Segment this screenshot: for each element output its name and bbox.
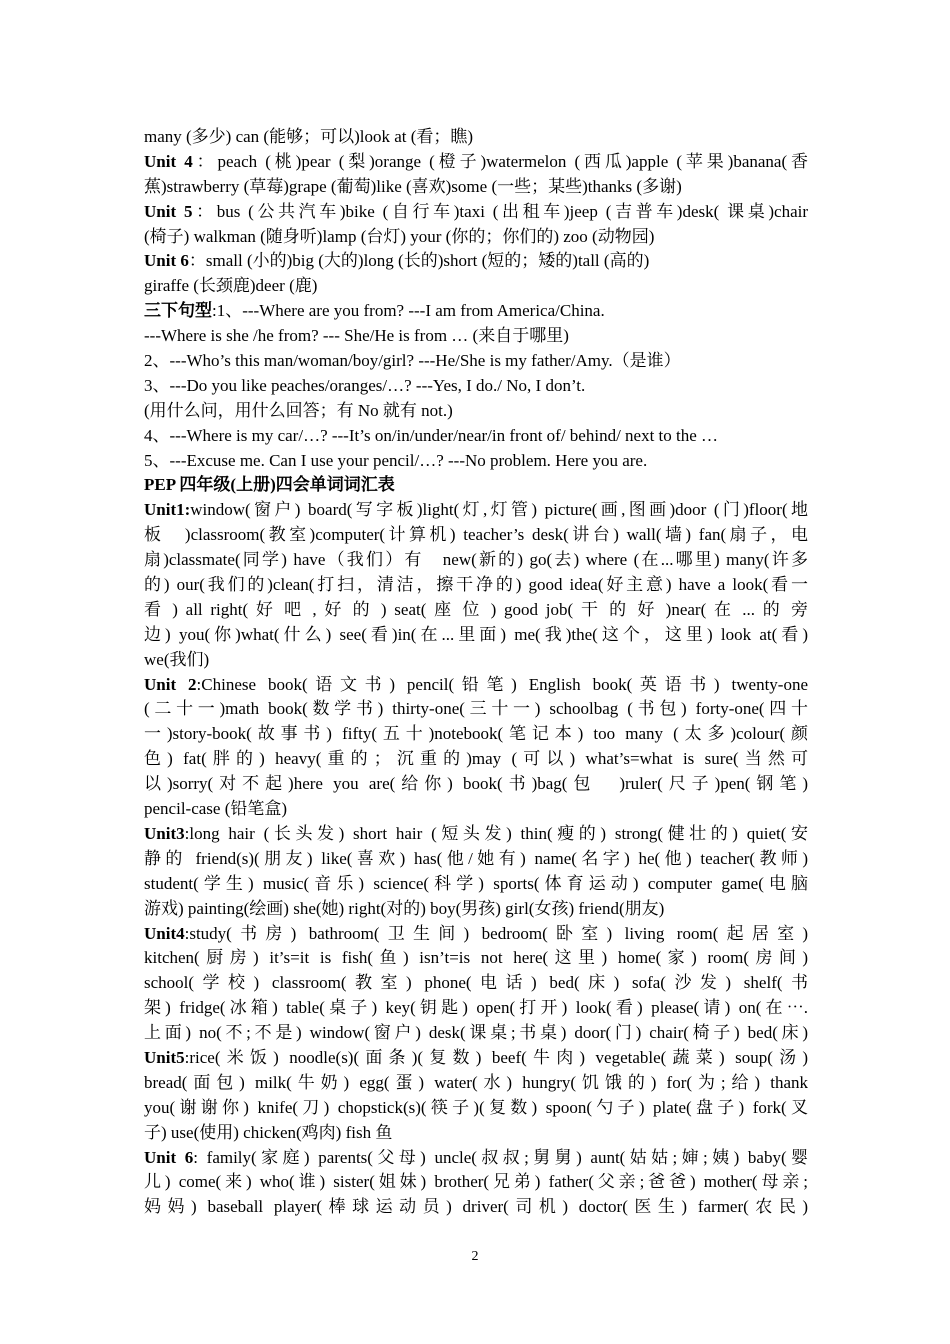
text-line: [144, 822, 808, 847]
line-text: (二十一)math book(数学书) thirty-one(三十一) schoolbag (书包) forty-one(四十: [144, 699, 808, 719]
text-line: [144, 1170, 808, 1195]
text-line: [144, 125, 808, 150]
text-line: [144, 274, 808, 299]
line-text: :Chinese book(语文书) pencil(铅笔) English book(英语书) twenty-one: [196, 674, 808, 694]
text-line: [144, 424, 808, 449]
text-line: [144, 946, 808, 971]
line-text: you(谢谢你) knife(刀) chopstick(s)(筷子)(复数) spoon(勺子) plate(盘子) fork(叉: [144, 1097, 808, 1117]
line-heading: Unit 4: [144, 151, 193, 171]
text-line: [144, 349, 808, 374]
text-line: [144, 225, 808, 250]
line-text: ：bus (公共汽车)bike (自行车)taxi (出租车)jeep (吉普车)desk( 课桌)chair: [192, 201, 808, 221]
line-text: 一)story-book(故事书) fifty(五十)notebook(笔记本) too many (太多)colour(颜: [144, 724, 808, 744]
text-line: [144, 150, 808, 175]
line-text: window(窗户) board(写字板)light(灯,灯管) picture(画,图画)door (门)floor(地: [190, 500, 808, 520]
text-line: [144, 1195, 808, 1220]
line-text: (椅子) walkman (随身听)lamp (台灯) your (你的；你们的) zoo (动物园): [144, 226, 655, 246]
text-line: [144, 897, 808, 922]
line-text: we(我们): [144, 649, 210, 669]
text-line: [144, 1096, 808, 1121]
text-line: [144, 1146, 808, 1171]
line-text: 以)sorry(对不起)here you are(给你) book(书)bag(包 )ruler(尺子)pen(钢笔): [144, 774, 808, 794]
text-line: [144, 847, 808, 872]
line-text: bread(面包) milk(牛奶) egg(蛋) water(水) hungry(饥饿的) for(为;给) thank: [144, 1072, 808, 1092]
text-line: [144, 1071, 808, 1096]
text-line: [144, 374, 808, 399]
text-line: [144, 872, 808, 897]
line-heading: Unit4: [144, 923, 185, 943]
text-line: [144, 200, 808, 225]
text-line: [144, 697, 808, 722]
text-line: [144, 623, 808, 648]
text-line: [144, 722, 808, 747]
line-text: ：small (小的)big (大的)long (长的)short (短的；矮的)tall (高的): [188, 251, 650, 271]
line-text: 边) you(你)what(什么) see(看)in(在...里面) me(我)the(这个，这里) look at(看): [144, 624, 808, 644]
line-text: 儿) come(来) who(谁) sister(姐妹) brother(兄弟) father(父亲;爸爸) mother(母亲;: [144, 1172, 808, 1192]
text-line: [144, 797, 808, 822]
line-heading: Unit 5: [144, 201, 193, 221]
text-line: [144, 1046, 808, 1071]
text-line: [144, 772, 808, 797]
line-text: kitchen(厨房) it’s=it is fish(鱼) isn’t=is not here(这里) home(家) room(房间): [144, 948, 808, 968]
line-text: 板 )classroom(教室)computer(计算机) teacher’s desk(讲台) wall(墙) fan(扇子，电: [144, 525, 808, 545]
text-line: [144, 673, 808, 698]
line-text: 蕉)strawberry (草莓)grape (葡萄)like (喜欢)some (一些；某些)thanks (多谢): [144, 176, 682, 196]
text-line: [144, 922, 808, 947]
line-text: :long hair (长头发) short hair (短头发) thin(瘦的) strong(健壮的) quiet(安: [184, 823, 808, 843]
text-line: [144, 523, 808, 548]
text-line: [144, 249, 808, 274]
text-line: [144, 175, 808, 200]
vocabulary-text: [144, 125, 808, 1220]
line-text: 5、---Excuse me. Can I use your pencil/…? ---No problem. Here you are.: [144, 450, 648, 470]
line-heading: Unit 6: [144, 1147, 194, 1167]
line-text: 上面) no(不;不是) window(窗户) desk(课桌;书桌) door(门) chair(椅子) bed(床): [144, 1023, 808, 1043]
text-line: [144, 324, 808, 349]
line-heading: Unit1:: [144, 500, 191, 520]
page-number: 2: [471, 1249, 479, 1264]
text-line: [144, 498, 808, 523]
line-text: 色) fat(胖的) heavy(重的；沉重的)may (可以) what’s=what is sure(当然可: [144, 749, 808, 769]
line-heading: Unit 2: [144, 674, 197, 694]
text-line: [144, 399, 808, 424]
line-text: 2、---Who’s this man/woman/boy/girl? ---He/She is my father/Amy.（是谁）: [144, 351, 681, 371]
line-text: 3、---Do you like peaches/oranges/…? ---Yes, I do./ No, I don’t.: [144, 375, 586, 395]
line-text: school(学校) classroom(教室) phone(电话) bed(床) sofa(沙发) shelf(书: [144, 973, 808, 993]
text-line: [144, 996, 808, 1021]
line-text: pencil-case (铅笔盒): [144, 799, 288, 819]
line-heading: Unit5: [144, 1047, 185, 1067]
line-text: 子) use(使用) chicken(鸡肉) fish 鱼: [144, 1122, 393, 1142]
line-heading: PEP 四年级(上册)四会单词词汇表: [144, 475, 395, 495]
line-text: (用什么问，用什么回答；有 No 就有 not.): [144, 400, 453, 420]
line-text: 妈妈) baseball player(棒球运动员) driver(司机) doctor(医生) farmer(农民): [144, 1197, 808, 1217]
text-line: [144, 598, 808, 623]
line-text: many (多少) can (能够；可以)look at (看；瞧): [144, 127, 474, 146]
text-line: [144, 449, 808, 474]
text-line: [144, 473, 808, 498]
text-line: [144, 747, 808, 772]
line-text: : family(家庭) parents(父母) uncle(叔叔;舅舅) aunt(姑姑;婶;姨) baby(婴: [193, 1147, 808, 1167]
line-text: ：peach (桃)pear (梨)orange (橙子)watermelon (西瓜)apple (苹果)banana(香: [192, 151, 808, 171]
line-heading: 三下句型: [144, 301, 212, 321]
line-text: :1、---Where are you from? ---I am from America/China.: [212, 301, 605, 321]
text-line: [144, 1121, 808, 1146]
text-line: [144, 1021, 808, 1046]
line-text: 扇)classmate(同学) have（我们）有 new(新的) go(去) where (在...哪里) many(许多: [144, 550, 808, 570]
line-text: giraffe (长颈鹿)deer (鹿): [144, 276, 318, 296]
line-text: 游戏) painting(绘画) she(她) right(对的) boy(男孩) girl(女孩) friend(朋友): [144, 898, 665, 918]
line-text: 架) fridge(冰箱) table(桌子) key(钥匙) open(打开) look(看) please(请) on(在⋯.: [144, 998, 808, 1018]
text-line: [144, 573, 808, 598]
line-text: :rice(米饭) noodle(s)(面条)(复数) beef(牛肉) vegetable(蔬菜) soup(汤): [184, 1047, 808, 1067]
text-line: [144, 648, 808, 673]
line-text: :study(书房) bathroom(卫生间) bedroom(卧室) living room(起居室): [184, 923, 808, 943]
line-text: 看 ) all right( 好 吧 , 好 的 ) seat( 座 位 ) good job( 干 的 好 )near( 在 ... 的 旁: [144, 599, 808, 619]
text-line: [144, 548, 808, 573]
line-text: 的) our(我们的)clean(打扫，清洁，擦干净的) good idea(好主意) have a look(看一: [144, 575, 808, 595]
line-text: 静的 friend(s)(朋友) like(喜欢) has(他/她有) name(名字) he(他) teacher(教师): [144, 848, 808, 868]
line-heading: Unit3: [144, 823, 185, 843]
line-text: ---Where is she /he from? --- She/He is from … (来自于哪里): [144, 326, 569, 346]
text-line: [144, 971, 808, 996]
line-heading: Unit 6: [144, 251, 189, 271]
text-line: [144, 299, 808, 324]
line-text: student(学生) music(音乐) science(科学) sports(体育运动) computer game(电脑: [144, 873, 808, 893]
line-text: 4、---Where is my car/…? ---It’s on/in/under/near/in front of/ behind/ next to the …: [144, 425, 719, 445]
